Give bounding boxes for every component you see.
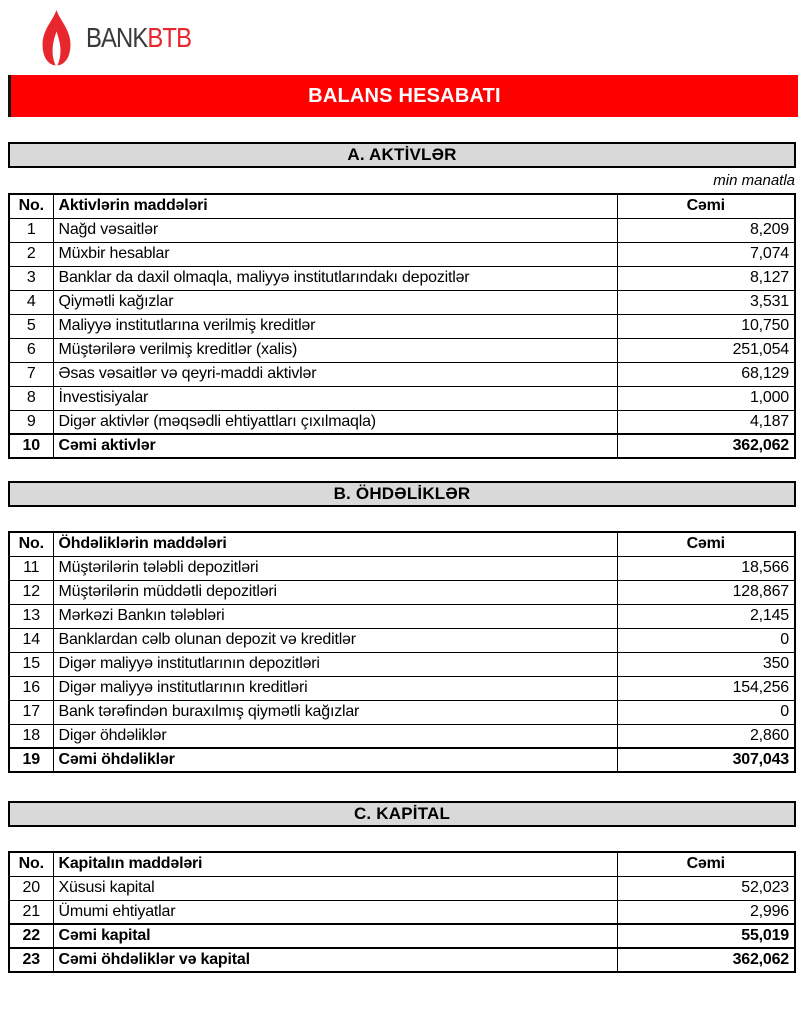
row-value: 2,996 xyxy=(617,900,795,924)
table-row xyxy=(9,628,795,652)
row-no: 18 xyxy=(9,724,53,748)
table-row xyxy=(9,556,795,580)
row-label: Digər maliyyə institutlarının depozitləri xyxy=(53,652,617,676)
row-label: Cəmi aktivlər xyxy=(53,434,617,458)
row-value: 0 xyxy=(617,628,795,652)
section-c-title: C. KAPİTAL xyxy=(353,804,451,823)
row-no: 23 xyxy=(9,948,53,972)
table-row xyxy=(9,580,795,604)
col-header-value: Cəmi xyxy=(617,532,795,556)
row-no: 11 xyxy=(9,556,53,580)
row-label: Cəmi kapital xyxy=(53,924,617,948)
row-value: 350 xyxy=(617,652,795,676)
assets-table-header-row xyxy=(9,194,795,218)
row-no: 1 xyxy=(9,218,53,242)
logo-text-bank: BANK xyxy=(86,22,148,53)
table-row xyxy=(9,386,795,410)
row-value: 362,062 xyxy=(617,434,795,458)
row-label: Müxbir hesablar xyxy=(53,242,617,266)
row-value: 128,867 xyxy=(617,580,795,604)
row-value: 68,129 xyxy=(617,362,795,386)
logo-text-btb: BTB xyxy=(147,22,192,53)
row-label: Banklardan cəlb olunan depozit və kreditlər xyxy=(53,628,617,652)
row-label: Qiymətli kağızlar xyxy=(53,290,617,314)
row-label: Müştərilərin müddətli depozitləri xyxy=(53,580,617,604)
table-row xyxy=(9,900,795,924)
row-value: 7,074 xyxy=(617,242,795,266)
row-label: Bank tərəfindən buraxılmış qiymətli kağızlar xyxy=(53,700,617,724)
row-no: 14 xyxy=(9,628,53,652)
row-label: Müştərilərin tələbli depozitləri xyxy=(53,556,617,580)
row-no: 21 xyxy=(9,900,53,924)
bank-logo-text xyxy=(86,22,191,54)
row-value: 4,187 xyxy=(617,410,795,434)
capital-table xyxy=(8,851,796,973)
col-header-value: Cəmi xyxy=(617,852,795,876)
row-value: 8,209 xyxy=(617,218,795,242)
row-no: 2 xyxy=(9,242,53,266)
row-label: Xüsusi kapital xyxy=(53,876,617,900)
section-b-title: B. ÖHDƏLİKLƏR xyxy=(333,484,471,503)
row-no: 12 xyxy=(9,580,53,604)
row-label: Maliyyə institutlarına verilmiş kreditlər xyxy=(53,314,617,338)
row-value: 3,531 xyxy=(617,290,795,314)
row-no: 17 xyxy=(9,700,53,724)
assets-table xyxy=(8,193,796,459)
table-row xyxy=(9,924,795,948)
col-header-value: Cəmi xyxy=(617,194,795,218)
row-value: 8,127 xyxy=(617,266,795,290)
row-label: Digər maliyyə institutlarının kreditləri xyxy=(53,676,617,700)
section-a-title: A. AKTİVLƏR xyxy=(347,145,457,164)
row-value: 251,054 xyxy=(617,338,795,362)
row-value: 307,043 xyxy=(617,748,795,772)
table-row xyxy=(9,948,795,972)
table-row xyxy=(9,242,795,266)
row-no: 4 xyxy=(9,290,53,314)
row-label: Cəmi öhdəliklər xyxy=(53,748,617,772)
table-row xyxy=(9,218,795,242)
row-value: 1,000 xyxy=(617,386,795,410)
table-row xyxy=(9,676,795,700)
table-row xyxy=(9,410,795,434)
row-value: 52,023 xyxy=(617,876,795,900)
row-no: 10 xyxy=(9,434,53,458)
section-c-header xyxy=(8,801,796,827)
table-row xyxy=(9,434,795,458)
table-row xyxy=(9,266,795,290)
row-value: 154,256 xyxy=(617,676,795,700)
row-no: 3 xyxy=(9,266,53,290)
row-label: Nağd vəsaitlər xyxy=(53,218,617,242)
table-row xyxy=(9,338,795,362)
col-header-no: No. xyxy=(9,194,53,218)
capital-table-header-row xyxy=(9,852,795,876)
row-no: 20 xyxy=(9,876,53,900)
units-note: min manatla xyxy=(713,172,795,189)
row-no: 13 xyxy=(9,604,53,628)
table-row xyxy=(9,652,795,676)
table-row xyxy=(9,876,795,900)
balance-report-page xyxy=(0,7,800,973)
row-no: 15 xyxy=(9,652,53,676)
row-value: 10,750 xyxy=(617,314,795,338)
col-header-label: Kapitalın maddələri xyxy=(53,852,617,876)
table-row xyxy=(9,604,795,628)
row-value: 18,566 xyxy=(617,556,795,580)
row-no: 7 xyxy=(9,362,53,386)
table-row xyxy=(9,724,795,748)
row-no: 6 xyxy=(9,338,53,362)
section-a-header xyxy=(8,142,796,168)
report-title: BALANS HESABATI xyxy=(308,84,501,107)
table-row xyxy=(9,314,795,338)
row-value: 0 xyxy=(617,700,795,724)
row-label: Müştərilərə verilmiş kreditlər (xalis) xyxy=(53,338,617,362)
row-no: 5 xyxy=(9,314,53,338)
table-row xyxy=(9,748,795,772)
table-row xyxy=(9,700,795,724)
row-label: Əsas vəsaitlər və qeyri-maddi aktivlər xyxy=(53,362,617,386)
col-header-label: Aktivlərin maddələri xyxy=(53,194,617,218)
row-value: 2,860 xyxy=(617,724,795,748)
bank-logo xyxy=(36,7,800,69)
row-no: 9 xyxy=(9,410,53,434)
row-no: 19 xyxy=(9,748,53,772)
row-label: Mərkəzi Bankın tələbləri xyxy=(53,604,617,628)
report-title-banner xyxy=(8,75,798,117)
row-label: Cəmi öhdəliklər və kapital xyxy=(53,948,617,972)
row-label: Banklar da daxil olmaqla, maliyyə institutlarındakı depozitlər xyxy=(53,266,617,290)
row-no: 8 xyxy=(9,386,53,410)
col-header-no: No. xyxy=(9,852,53,876)
row-label: Digər aktivlər (məqsədli ehtiyattları çıxılmaqla) xyxy=(53,410,617,434)
row-no: 16 xyxy=(9,676,53,700)
row-value: 2,145 xyxy=(617,604,795,628)
table-row xyxy=(9,362,795,386)
flame-logo-icon xyxy=(36,8,77,68)
col-header-no: No. xyxy=(9,532,53,556)
row-no: 22 xyxy=(9,924,53,948)
row-label: Ümumi ehtiyatlar xyxy=(53,900,617,924)
row-value: 55,019 xyxy=(617,924,795,948)
liabilities-table xyxy=(8,531,796,773)
table-row xyxy=(9,290,795,314)
col-header-label: Öhdəliklərin maddələri xyxy=(53,532,617,556)
liabilities-table-header-row xyxy=(9,532,795,556)
row-value: 362,062 xyxy=(617,948,795,972)
section-b-header xyxy=(8,481,796,507)
row-label: İnvestisiyalar xyxy=(53,386,617,410)
row-label: Digər öhdəliklər xyxy=(53,724,617,748)
